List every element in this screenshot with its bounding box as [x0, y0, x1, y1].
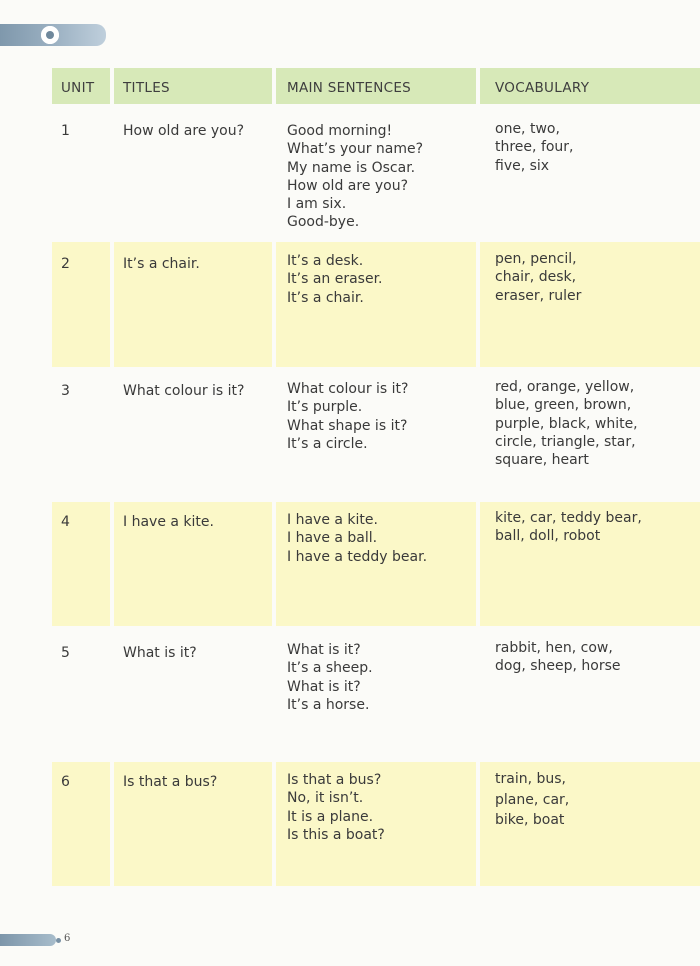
- vocabulary-list: train, bus, plane, car, bike, boat: [480, 762, 700, 886]
- vocabulary-list: kite, car, teddy bear, ball, doll, robot: [480, 502, 700, 626]
- vocabulary-list: red, orange, yellow, blue, green, brown, purple, black, white, circle, triangle, star, square, heart: [495, 379, 638, 469]
- vocabulary-list: rabbit, hen, cow, dog, sheep, horse: [495, 640, 621, 675]
- table-header-row: [52, 68, 700, 104]
- table-row-unit-5: [52, 627, 700, 761]
- header-vocabulary: VOCABULARY: [480, 68, 700, 104]
- table-row-unit-4: [52, 502, 700, 626]
- vocabulary-list: pen, pencil, chair, desk, eraser, ruler: [480, 242, 700, 367]
- unit-title: It’s a chair.: [114, 242, 272, 367]
- header-main-sentences: MAIN SENTENCES: [276, 68, 476, 104]
- table-row-unit-2: [52, 242, 700, 367]
- table-row-unit-6: [52, 762, 700, 886]
- header-titles: TITLES: [114, 68, 272, 104]
- main-sentences: What is it? It’s a sheep. What is it? It’s a horse.: [287, 642, 373, 713]
- unit-title: What is it?: [123, 645, 197, 661]
- unit-title: I have a kite.: [114, 502, 272, 626]
- unit-title: How old are you?: [123, 123, 245, 139]
- unit-number: 3: [61, 383, 70, 399]
- main-sentences: Good morning! What’s your name? My name is Oscar. How old are you? I am six. Good-bye.: [287, 123, 424, 231]
- unit-title: Is that a bus?: [114, 762, 272, 886]
- table-row-unit-3: [52, 368, 700, 501]
- vocabulary-list: one, two, three, four, five, six: [495, 121, 574, 174]
- unit-title: What colour is it?: [123, 383, 245, 399]
- top-decorative-dot: [41, 26, 59, 44]
- unit-number: 5: [61, 645, 70, 661]
- header-unit: UNIT: [52, 68, 110, 104]
- unit-number: 1: [61, 123, 70, 139]
- unit-number: 6: [52, 762, 110, 886]
- footer-decorative-dot: [56, 938, 61, 943]
- main-sentences: It’s a desk. It’s an eraser. It’s a chair.: [276, 242, 476, 367]
- main-sentences: I have a kite. I have a ball. I have a teddy bear.: [276, 502, 476, 626]
- unit-number: 4: [52, 502, 110, 626]
- unit-number: 2: [52, 242, 110, 367]
- page-number: 6: [64, 933, 71, 944]
- main-sentences: What colour is it? It’s purple. What shape is it? It’s a circle.: [287, 381, 409, 452]
- footer-decorative-bar: [0, 934, 56, 946]
- main-sentences: Is that a bus? No, it isn’t. It is a plane. Is this a boat?: [276, 762, 476, 886]
- table-row-unit-1: [52, 114, 700, 241]
